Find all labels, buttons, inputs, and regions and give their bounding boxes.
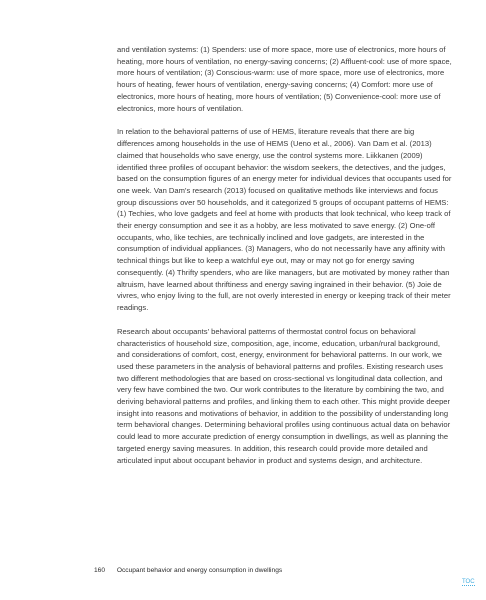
paragraph-household-profiles: and ventilation systems: (1) Spenders: use of more space, more use of electronics, more hours of heating, more hours of ventilation, no energy-saving concerns; (2) Affluent-cool: use of more space, more hours of ventilation; (3) Conscious-warm: use of more space, more use of electronics, more hours of heating, fewer hours of ventilation, energy-saving concerns; (4) Comfort: more use of electronics, more hours of heating, more hours of ventilation; (5) Convenience-cool: more use of electronics, more hours of ventilation. xyxy=(117,45,452,113)
paragraph-thermostat-research: Research about occupants' behavioral patterns of thermostat control focus on behavioral characteristics of household size, composition, age, income, education, urban/rural background, and considerations of comfort, cost, energy, environment for behavioral patterns. In our work, we used these parameters in the analysis of behavioral patterns and profiles. Existing research uses two different methodologies that are based on cross-sectional vs longitudinal data collection, and very few have combined the two. Our work contributes to the literature by combining the two, and deriving behavioral patterns and profiles, and linking them to each other. This might provide deeper insight into reasons and motivations of behavior, in addition to the possibility of understanding long term behavioral changes. Determining behavioral profiles using continuous actual data on behavior could lead to more accurate prediction of energy consumption in dwellings, as well as planning the targeted energy saving measures. In addition, this research could provide more detailed and articulated input about occupant behavior in product and systems design, and architecture. xyxy=(117,326,451,465)
paragraph-hems-patterns: In relation to the behavioral patterns of use of HEMS, literature reveals that there are big differences among households in the use of HEMS (Ueno et al., 2006). Van Dam et al. (2013) claimed that households who save energy, use the control systems more. Liikkanen (2009) identified three profiles of occupant behavior: the wisdom seekers, the detectives, and the judges, based on the consumption figures of an energy meter for individual devices that occupants used for one week. Van Dam's research (2013) focused on qualitative methods like interviews and focus group discussions over 50 households, and it categorized 5 groups of occupant patterns of HEMS: (1) Techies, who love gadgets and feel at home with products that look technical, who keep track of their energy consumption and see it as a hobby, are less motivated to save energy. (2) One-off occupants, who, like techies, are technically inclined and love gadgets, are interested in the consumption of individual appliances. (3) Managers, who do not necessarily have any affinity with technical things but like to keep a watchful eye out, may or may not go for energy saving consequently. (4) Thrifty spenders, who are like managers, but are motivated by money rather than altruism, have learned about thriftiness and energy saving ingrained in their behavior. (5) Joie de vivres, who enjoy living to the full, are not overly interested in energy or keeping track of their meter readings. xyxy=(117,127,452,312)
page-footer xyxy=(94,567,414,574)
toc-link[interactable]: TOC xyxy=(462,579,475,585)
page-number: 160 xyxy=(94,567,106,574)
running-title: Occupant behavior and energy consumption in dwellings xyxy=(116,567,283,574)
body-text xyxy=(117,44,453,478)
